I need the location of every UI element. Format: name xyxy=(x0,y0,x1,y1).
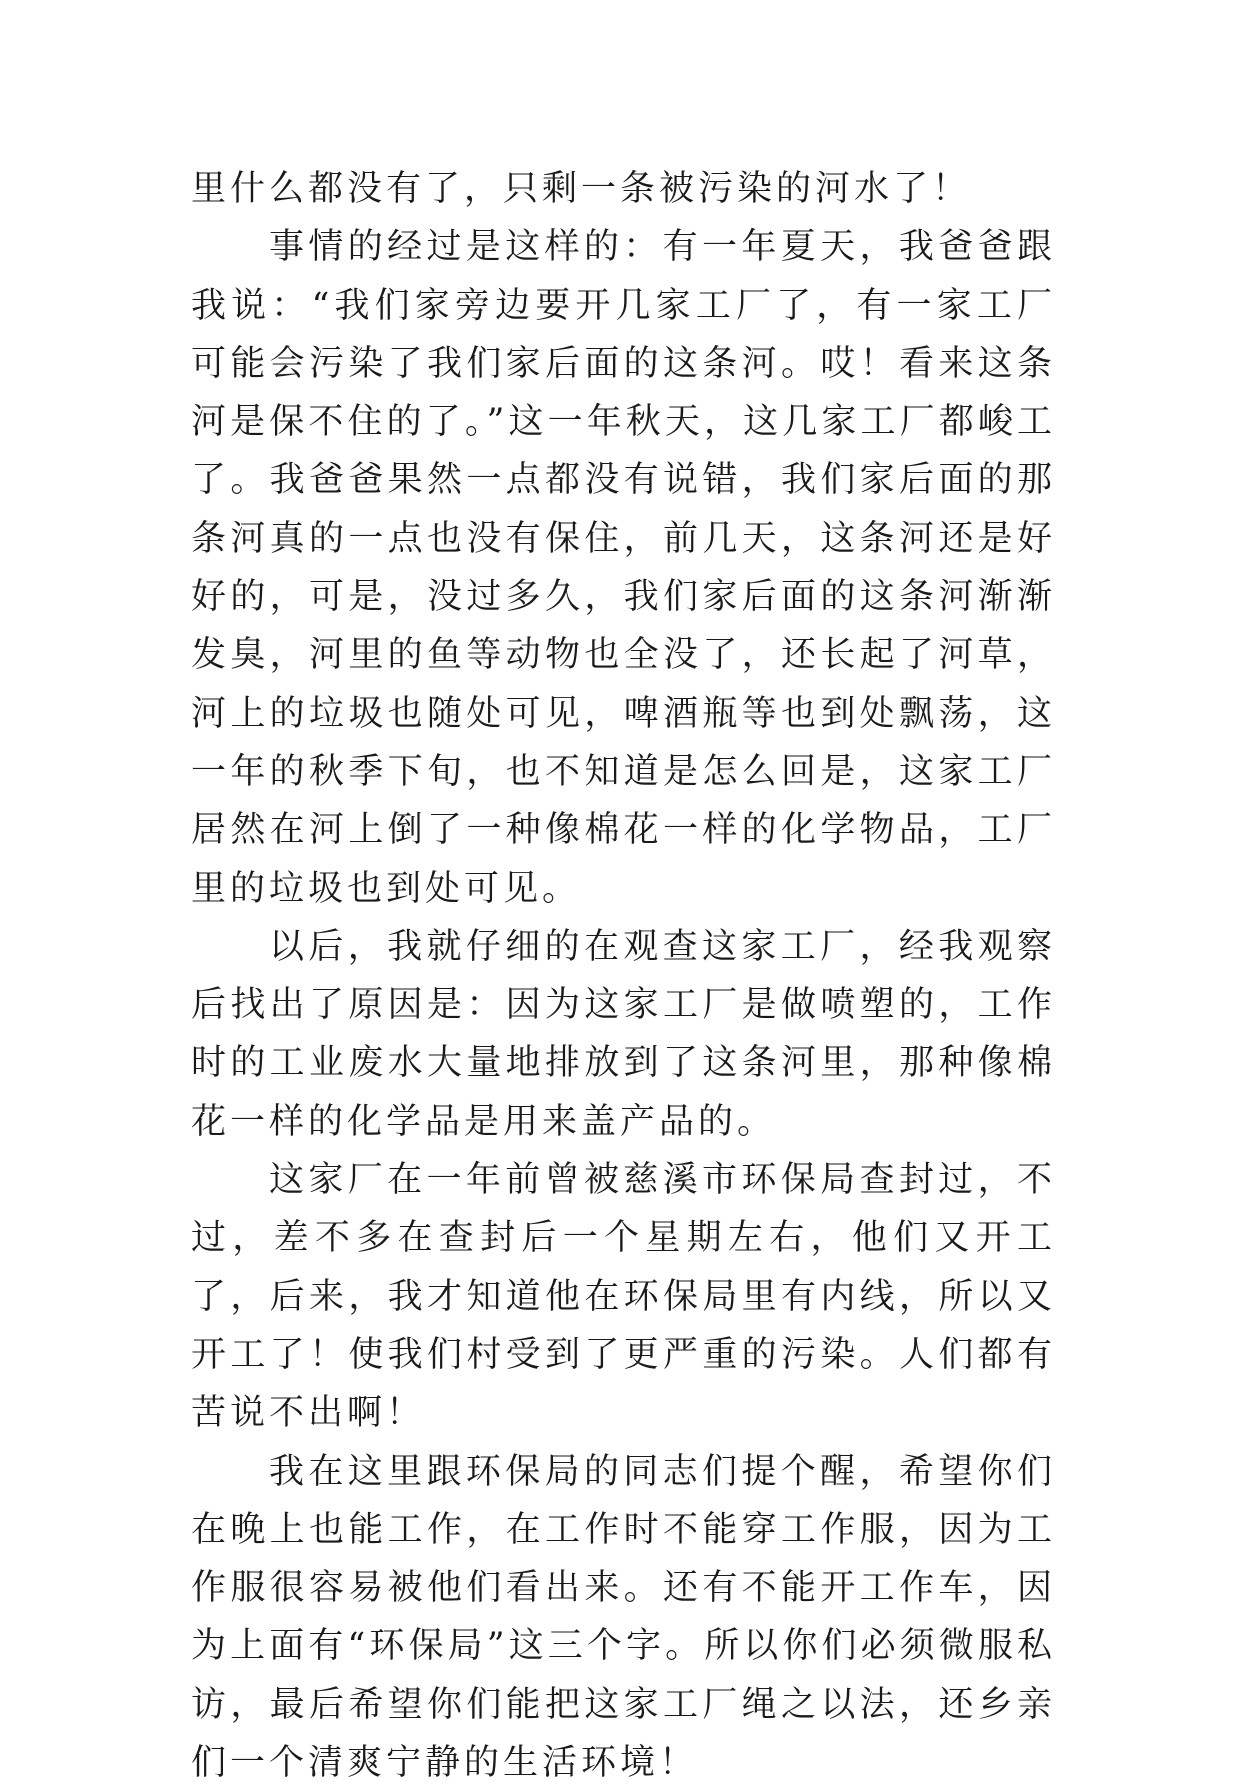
paragraph-factory-reopened: 这家厂在一年前曾被慈溪市环保局查封过，不过，差不多在查封后一个星期左右，他们又开工了，后来，我才知道他在环保局里有内线，所以又开工了！使我们村受到了更严重的污染。人们都有苦说不出啊！ xyxy=(191,1160,1056,1434)
paragraph-incident-account: 事情的经过是这样的：有一年夏天，我爸爸跟我说：“我们家旁边要开几家工厂了，有一家工厂可能会污染了我们家后面的这条河。哎！看来这条河是保不住的了。”这一年秋天，这几家工厂都峻工了。我爸爸果然一点都没有说错，我们家后面的那条河真的一点也没有保住，前几天，这条河还是好好的，可是，没过多久，我们家后面的这条河渐渐发臭，河里的鱼等动物也全没了，还长起了河草，河上的垃圾也随处可见，啤酒瓶等也到处飘荡，这一年的秋季下旬，也不知道是怎么回是，这家工厂居然在河上倒了一种像棉花一样的化学物品，工厂里的垃圾也到处可见。 xyxy=(191,227,1056,909)
document-body xyxy=(191,160,1056,1792)
paragraph-cause-investigation: 以后，我就仔细的在观查这家工厂，经我观察后找出了原因是：因为这家工厂是做喷塑的，工作时的工业废水大量地排放到了这条河里，那种像棉花一样的化学品是用来盖产品的。 xyxy=(191,926,1056,1142)
paragraph-continuation: 里什么都没有了，只剩一条被污染的河水了！ xyxy=(191,169,972,209)
paragraph-appeal-to-bureau: 我在这里跟环保局的同志们提个醒，希望你们在晚上也能工作，在工作时不能穿工作服，因为工作服很容易被他们看出来。还有不能开工作车，因为上面有“环保局”这三个字。所以你们必须微服私访，最后希望你们能把这家工厂绳之以法，还乡亲们一个清爽宁静的生活环境！ xyxy=(191,1451,1056,1784)
